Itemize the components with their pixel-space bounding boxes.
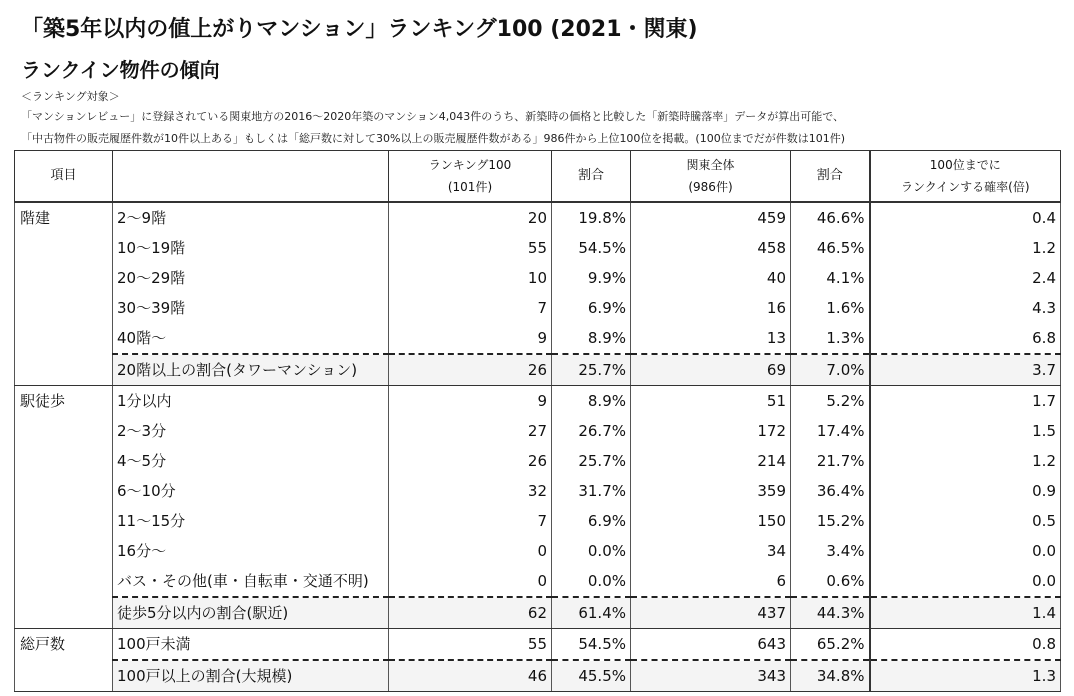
rank100-ratio: 0.0%: [552, 536, 631, 566]
rank100-ratio: 19.8%: [552, 202, 631, 233]
row-label: 6～10分: [113, 476, 389, 506]
rank100-ratio: 31.7%: [552, 476, 631, 506]
table-row: [15, 202, 1061, 233]
rank100-ratio: 54.5%: [552, 233, 631, 263]
kanto-ratio: 34.8%: [791, 660, 870, 692]
rank100-count: 9: [389, 386, 552, 417]
header-kanto-line2: (986件): [688, 180, 733, 194]
row-label: 100戸未満: [113, 629, 389, 661]
header-rank100-line2: (101件): [447, 180, 493, 194]
rank100-count: 10: [389, 263, 552, 293]
note-line: 「中古物件の販売履歴件数が10件以上ある」もしくは「総戸数に対して30%以上の販売履歴件数がある」986件から上位100位を掲載。(100位までだが件数は101件): [21, 132, 846, 145]
table-row: [15, 566, 1061, 597]
rank-probability: 6.8: [870, 323, 1061, 354]
rank100-count: 26: [389, 446, 552, 476]
table-row: [15, 386, 1061, 417]
rank-probability: 0.8: [870, 629, 1061, 661]
kanto-count: 69: [631, 354, 791, 386]
row-label: 16分～: [113, 536, 389, 566]
header-kanto-line1: 関東全体: [686, 158, 735, 172]
table-row: [15, 536, 1061, 566]
rank100-ratio: 6.9%: [552, 293, 631, 323]
rank-probability: 0.5: [870, 506, 1061, 536]
rank100-ratio: 9.9%: [552, 263, 631, 293]
header-rank100: [389, 151, 552, 203]
row-label: バス・その他(車・自転車・交通不明): [113, 566, 389, 597]
table-row: [15, 476, 1061, 506]
rank-probability: 0.0: [870, 566, 1061, 597]
table-row: [15, 446, 1061, 476]
kanto-ratio: 5.2%: [791, 386, 870, 417]
row-label: 1分以内: [113, 386, 389, 417]
kanto-count: 13: [631, 323, 791, 354]
header-probability-line1: 100位までに: [929, 158, 1001, 172]
page-subtitle: ランクイン物件の傾向: [21, 58, 220, 82]
kanto-count: 40: [631, 263, 791, 293]
note-heading: ＜ランキング対象＞: [21, 90, 120, 103]
kanto-ratio: 21.7%: [791, 446, 870, 476]
kanto-count: 51: [631, 386, 791, 417]
rank-probability: 0.4: [870, 202, 1061, 233]
rank-probability: 4.3: [870, 293, 1061, 323]
row-label: 4～5分: [113, 446, 389, 476]
table-row: [15, 263, 1061, 293]
rank-probability: 3.7: [870, 354, 1061, 386]
rank100-count: 7: [389, 293, 552, 323]
summary-row: [15, 597, 1061, 629]
row-label: 10～19階: [113, 233, 389, 263]
rank100-count: 20: [389, 202, 552, 233]
rank-probability: 1.2: [870, 446, 1061, 476]
note-line: 「マンションレビュー」に登録されている関東地方の2016～2020年築のマンション4,043件のうち、新築時の価格と比較した「新築時騰落率」データが算出可能で、: [21, 110, 844, 123]
kanto-count: 458: [631, 233, 791, 263]
page-title: 「築5年以内の値上がりマンション」ランキング100 (2021・関東): [21, 17, 698, 42]
kanto-ratio: 4.1%: [791, 263, 870, 293]
kanto-ratio: 3.4%: [791, 536, 870, 566]
header-ratio1: 割合: [552, 151, 631, 203]
rank-probability: 1.3: [870, 660, 1061, 692]
kanto-count: 343: [631, 660, 791, 692]
header-kanto: [631, 151, 791, 203]
rank-probability: 1.5: [870, 416, 1061, 446]
summary-row: [15, 660, 1061, 692]
row-label: 2～3分: [113, 416, 389, 446]
rank100-count: 55: [389, 629, 552, 661]
rank100-count: 0: [389, 536, 552, 566]
rank100-ratio: 8.9%: [552, 323, 631, 354]
kanto-count: 150: [631, 506, 791, 536]
row-label: 20階以上の割合(タワーマンション): [113, 354, 389, 386]
table-header-row: [15, 151, 1061, 203]
kanto-ratio: 46.5%: [791, 233, 870, 263]
rank100-ratio: 26.7%: [552, 416, 631, 446]
rank100-count: 32: [389, 476, 552, 506]
kanto-count: 214: [631, 446, 791, 476]
rank-probability: 1.2: [870, 233, 1061, 263]
rank100-count: 62: [389, 597, 552, 629]
rank-probability: 2.4: [870, 263, 1061, 293]
rank100-count: 27: [389, 416, 552, 446]
kanto-ratio: 17.4%: [791, 416, 870, 446]
rank-probability: 0.0: [870, 536, 1061, 566]
kanto-count: 6: [631, 566, 791, 597]
row-label: 徒歩5分以内の割合(駅近): [113, 597, 389, 629]
rank100-count: 9: [389, 323, 552, 354]
table-row: [15, 629, 1061, 661]
rank-probability: 0.9: [870, 476, 1061, 506]
kanto-ratio: 46.6%: [791, 202, 870, 233]
row-label: 100戸以上の割合(大規模): [113, 660, 389, 692]
kanto-count: 643: [631, 629, 791, 661]
row-label: 40階～: [113, 323, 389, 354]
kanto-ratio: 7.0%: [791, 354, 870, 386]
table-row: [15, 416, 1061, 446]
table-row: [15, 323, 1061, 354]
table-row: [15, 293, 1061, 323]
rank100-ratio: 0.0%: [552, 566, 631, 597]
row-label: 2～9階: [113, 202, 389, 233]
header-rank100-line1: ランキング100: [428, 158, 512, 172]
rank100-ratio: 8.9%: [552, 386, 631, 417]
header-item: 項目: [15, 151, 113, 203]
header-probability: [870, 151, 1061, 203]
rank100-count: 46: [389, 660, 552, 692]
category-cell: 総戸数: [15, 629, 113, 692]
rank100-ratio: 54.5%: [552, 629, 631, 661]
row-label: 30～39階: [113, 293, 389, 323]
kanto-count: 172: [631, 416, 791, 446]
kanto-ratio: 0.6%: [791, 566, 870, 597]
kanto-count: 16: [631, 293, 791, 323]
kanto-ratio: 36.4%: [791, 476, 870, 506]
kanto-ratio: 1.6%: [791, 293, 870, 323]
rank-probability: 1.7: [870, 386, 1061, 417]
kanto-ratio: 15.2%: [791, 506, 870, 536]
header-ratio2: 割合: [791, 151, 870, 203]
category-cell: 階建: [15, 202, 113, 386]
header-probability-line2: ランクインする確率(倍): [900, 180, 1030, 194]
kanto-ratio: 1.3%: [791, 323, 870, 354]
kanto-count: 34: [631, 536, 791, 566]
table-body: [15, 202, 1061, 692]
table-row: [15, 506, 1061, 536]
kanto-count: 459: [631, 202, 791, 233]
rank100-ratio: 61.4%: [552, 597, 631, 629]
kanto-count: 437: [631, 597, 791, 629]
rank100-count: 0: [389, 566, 552, 597]
kanto-count: 359: [631, 476, 791, 506]
rank100-ratio: 25.7%: [552, 446, 631, 476]
rank100-ratio: 25.7%: [552, 354, 631, 386]
kanto-ratio: 65.2%: [791, 629, 870, 661]
row-label: 11～15分: [113, 506, 389, 536]
row-label: 20～29階: [113, 263, 389, 293]
rank-probability: 1.4: [870, 597, 1061, 629]
rank100-ratio: 45.5%: [552, 660, 631, 692]
rank100-count: 55: [389, 233, 552, 263]
table-row: [15, 233, 1061, 263]
header-label: [113, 151, 389, 203]
category-cell: 駅徒歩: [15, 386, 113, 629]
rank100-count: 26: [389, 354, 552, 386]
kanto-ratio: 44.3%: [791, 597, 870, 629]
summary-row: [15, 354, 1061, 386]
ranking-table: [14, 150, 1061, 692]
rank100-ratio: 6.9%: [552, 506, 631, 536]
rank100-count: 7: [389, 506, 552, 536]
